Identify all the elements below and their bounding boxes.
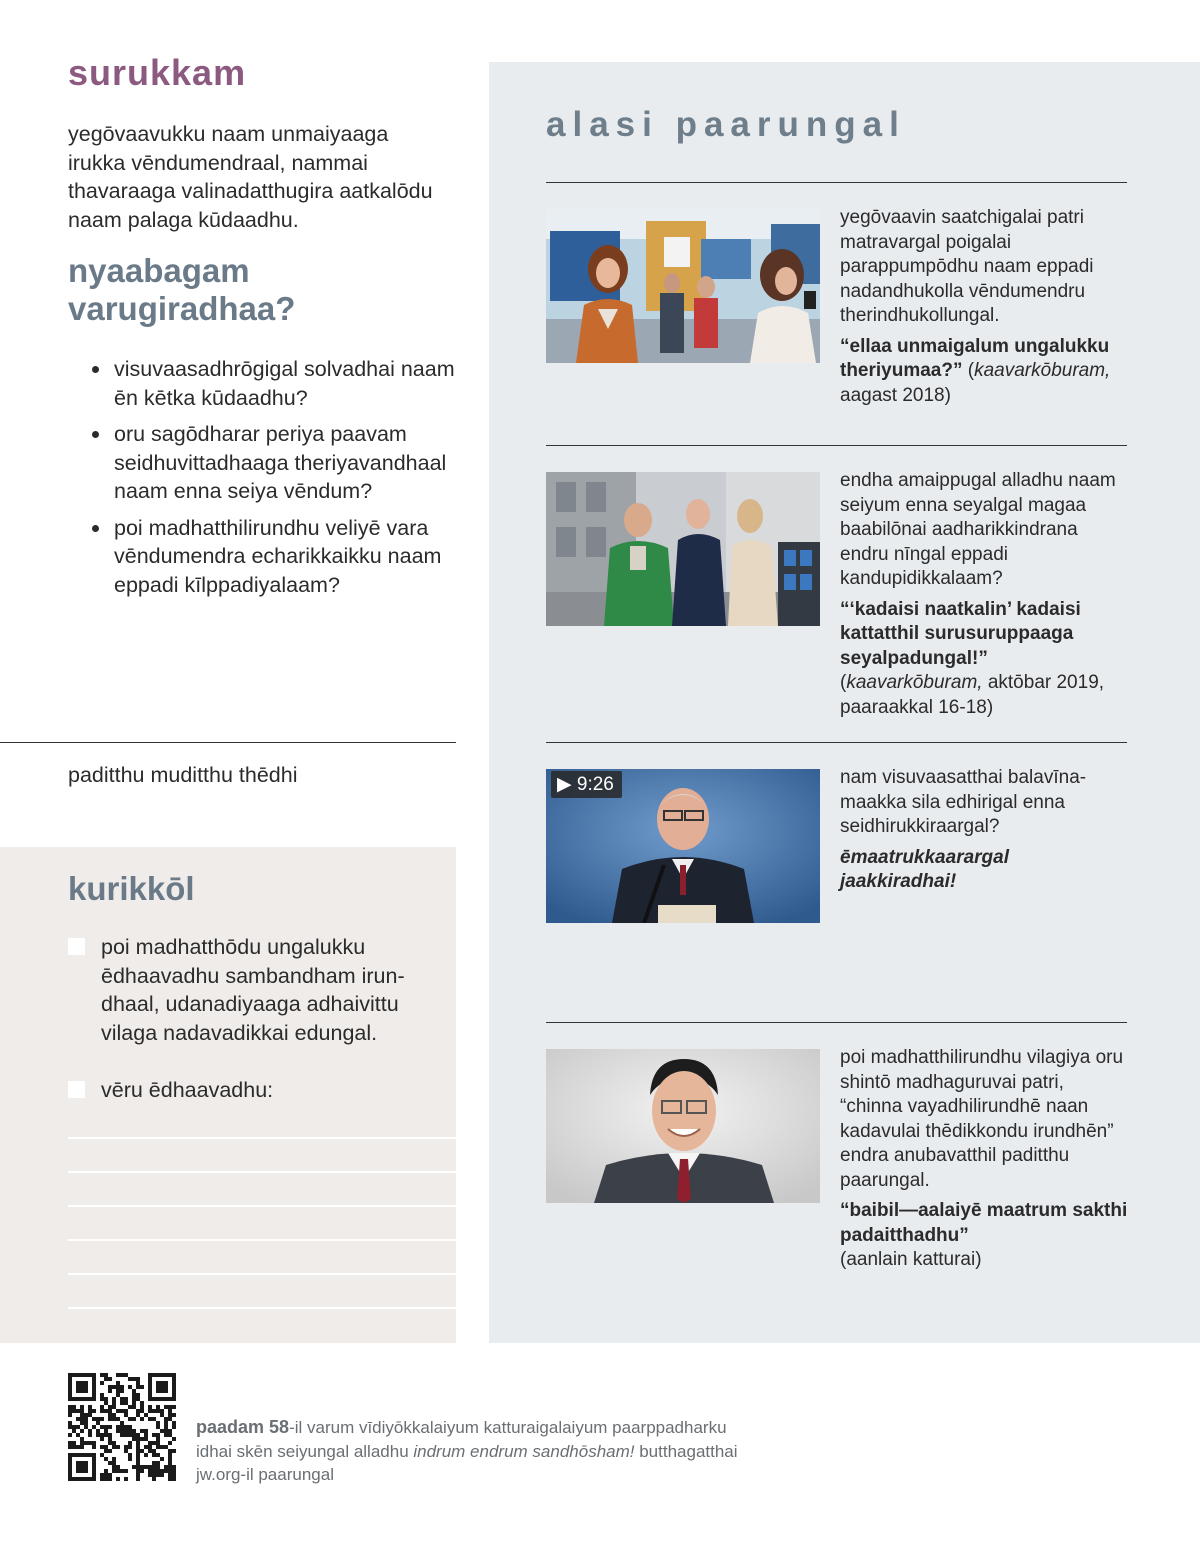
divider	[546, 1022, 1127, 1023]
goal-checkbox-item[interactable]	[68, 933, 438, 1047]
summary-heading: surukkam	[68, 52, 247, 93]
review-heading: nyaabagam varugiradhaa?	[68, 252, 296, 327]
footer-page-ref: paadam 58	[196, 1417, 290, 1437]
item-source: (aanlain katturai)	[840, 1249, 982, 1270]
completion-date-label: paditthu muditthu thēdhi	[68, 763, 298, 787]
news-media-illustration[interactable]	[546, 209, 820, 363]
footer-book-title: indrum endrum sandhōsham!	[413, 1441, 635, 1461]
item-reference-link[interactable]	[840, 335, 1130, 409]
checkbox[interactable]	[68, 938, 85, 955]
divider	[546, 742, 1127, 743]
goal-checkbox-item[interactable]	[68, 1076, 438, 1105]
footer-line: -il varum vīdiyōkkalaiyum katturaigalaiyum paarppadharku	[289, 1418, 727, 1437]
reference-issue: aktōbar 2019, paaraakkal 16-18)	[840, 672, 1105, 718]
divider	[546, 182, 1127, 183]
goal-heading: kurikkōl	[68, 870, 195, 907]
explore-item-text	[840, 766, 1130, 895]
footer-note	[196, 1416, 836, 1487]
footer-line: idhai skēn seiyungal alladhu	[196, 1441, 414, 1461]
write-line[interactable]	[68, 1239, 456, 1241]
footer-line: jw.org-il paarungal	[196, 1465, 334, 1484]
explore-item-text	[840, 1046, 1130, 1273]
reference-issue: aagast 2018)	[840, 384, 951, 406]
item-description: poi madhatthilirundhu vilagiya oru shintō madhaguruvai patri, “chinna vayadhilirundhē naan kadavulai thēdikkondu irundhēn” endra anubavatthil paditthu paarungal.	[840, 1047, 1124, 1191]
review-questions	[92, 355, 472, 607]
explore-heading: alasi paarungal	[546, 105, 906, 144]
divider	[546, 445, 1127, 446]
write-line[interactable]	[68, 1171, 456, 1173]
item-description: yegōvaavin saatchigalai patri matravargal poigalai parappumpōdhu naam eppadi nadandhukolla vēndumendru therindhukollungal.	[840, 207, 1094, 326]
summary-text: yegōvaavukku naam unmaiyaaga irukka vēndumendraal, nammai thavaraaga valinadatthugira aatkalōdu naam palaga kūdaadhu.	[68, 122, 433, 232]
item-description: endha amaippugal alladhu naam seiyum enna seyalgal magaa baabilōnai aadharikkindrana endru nīngal eppadi kandupidikkalaam?	[840, 470, 1116, 589]
write-line[interactable]	[68, 1205, 456, 1207]
divider	[0, 742, 456, 743]
qr-code[interactable]	[68, 1373, 176, 1481]
explore-item-text	[840, 469, 1130, 720]
goal-text: poi madhatthōdu ungalukku ēdhaavadhu sambandham irundhaal, udanadiyaaga adhaivittu vilaga nadavadikkai edungal.	[101, 935, 405, 1045]
speaker-video[interactable]	[546, 769, 820, 923]
checkbox[interactable]	[68, 1081, 85, 1098]
item-source	[840, 671, 1130, 720]
item-reference-link[interactable]: ēmaatrukkaarargal jaakkiradhai!	[840, 846, 1009, 892]
item-reference-link[interactable]: “baibil—aalaiyē maatrum sakthi padaitthadhu”	[840, 1200, 1128, 1246]
video-duration-badge: ▶ 9:26	[551, 771, 622, 798]
reference-source-open: (	[840, 672, 847, 693]
footer-line: butthagatthai	[634, 1441, 738, 1461]
reference-publication: kaavarkōburam,	[974, 360, 1111, 381]
reference-source-open: (	[962, 360, 975, 381]
write-line[interactable]	[68, 1273, 456, 1275]
reference-publication: kaavarkōburam,	[846, 672, 983, 693]
item-reference-link[interactable]: “‘kadaisi naatkalin’ kadaisi kattatthil surusuruppaaga seyalpadungal!”	[840, 598, 1081, 669]
review-question: visuvaasadhrōgigal solvadhai naam ēn kētka kūdaadhu?	[92, 355, 472, 412]
goal-text: vēru ēdhaavadhu:	[101, 1078, 274, 1102]
item-description: nam visuvaasatthai balavīnamaakka sila edhirigal enna seidhirukkiraargal?	[840, 767, 1087, 837]
review-question: oru sagōdharar periya paavam seidhuvittadhaaga theriyavandhaal naam enna seiya vēndum?	[92, 420, 472, 506]
reference-title[interactable]: “ellaa unmaigalum ungalukku theriyumaa?”	[840, 335, 1110, 381]
explore-item-text	[840, 206, 1130, 408]
review-question: poi madhatthilirundhu veliyē vara vēndumendra echarikkaikku naam eppadi kīlppadiyalaam?	[92, 514, 472, 600]
write-line[interactable]	[68, 1137, 456, 1139]
write-line[interactable]	[68, 1307, 456, 1309]
cart-witnessing-photo[interactable]	[546, 472, 820, 626]
man-portrait[interactable]	[546, 1049, 820, 1203]
